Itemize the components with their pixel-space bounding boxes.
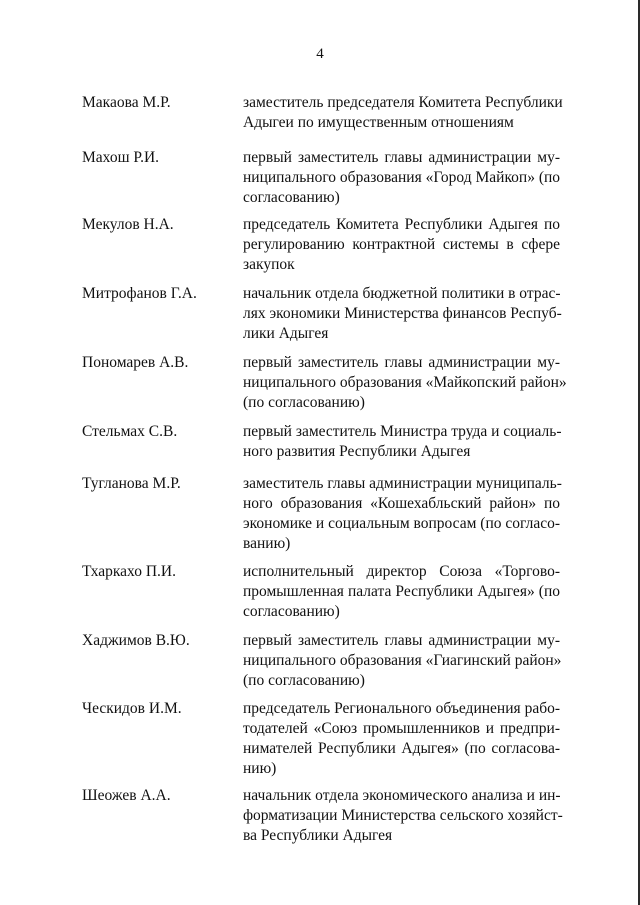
position-line: лях экономики Министерства финансов Респуб- [243,305,562,322]
position-line: промышленная палата Республики Адыгея» (по [243,583,560,600]
position-line: согласованию) [243,603,340,620]
person-name: Хаджимов В.Ю. [82,632,190,649]
position-line: (по согласованию) [243,672,365,689]
position-line: заместитель председателя Комитета Республики [243,94,563,111]
position-line: исполнительный директор Союза «Торгово- [243,563,560,580]
position-line: ванию) [243,535,291,552]
person-position [243,474,560,554]
position-line: начальник отдела бюджетной политики в отрас- [243,285,561,302]
position-line: ного образования «Кошехабльский район» по [243,495,560,512]
position-line: ниципального образования «Майкопский район» [243,374,567,391]
person-position [243,631,560,691]
position-line: председатель Комитета Республики Адыгея по [243,216,560,233]
position-line: закупок [243,256,295,273]
person-position [243,215,560,275]
position-line: форматизации Министерства сельского хозяйст- [243,807,563,824]
position-line: экономике и социальным вопросам (по согласо- [243,515,560,532]
position-line: ниципального образования «Гиагинский район» [243,652,562,669]
position-line: Адыгеи по имущественным отношениям [243,114,514,131]
position-line: регулированию контрактной системы в сфере [243,236,560,253]
page-number: 4 [316,46,324,62]
position-line: председатель Регионального объединения рабо- [243,700,560,717]
person-name: Макаова М.Р. [82,94,171,111]
position-line: первый заместитель главы администрации му- [243,632,560,649]
person-name: Тхаркахо П.И. [82,563,176,580]
position-line: начальник отдела экономического анализа и ин- [243,787,561,804]
position-line: ниципального образования «Город Майкоп» (по [243,169,561,186]
person-position [243,562,560,622]
person-position [243,93,563,133]
position-line: нию) [243,760,277,777]
person-name: Ческидов И.М. [82,700,182,717]
position-line: первый заместитель Министра труда и социаль- [243,423,562,440]
position-line: первый заместитель главы администрации му- [243,354,560,371]
position-line: заместитель главы администрации муниципаль- [243,475,562,492]
person-position [243,422,560,462]
person-position [243,786,563,846]
position-line: лики Адыгея [243,325,329,342]
position-line: ного развития Республики Адыгея [243,443,471,460]
position-line: (по согласованию) [243,394,365,411]
person-name: Пономарев А.В. [82,354,189,371]
person-name: Стельмах С.В. [82,423,178,440]
person-position [243,148,560,208]
person-position [243,699,560,779]
person-name: Махош Р.И. [82,149,160,166]
person-name: Тугланова М.Р. [82,475,181,492]
position-line: первый заместитель главы администрации му- [243,149,560,166]
position-line: нимателей Республики Адыгея» (по согласова- [243,740,560,757]
position-line: ва Республики Адыгея [243,827,393,844]
person-name: Шеожев А.А. [82,787,171,804]
person-name: Мекулов Н.А. [82,216,174,233]
person-name: Митрофанов Г.А. [82,285,197,302]
person-position [243,284,560,344]
position-line: согласованию) [243,189,340,206]
person-position [243,353,567,413]
position-line: тодателей «Союз промышленников и предпри- [243,720,560,737]
